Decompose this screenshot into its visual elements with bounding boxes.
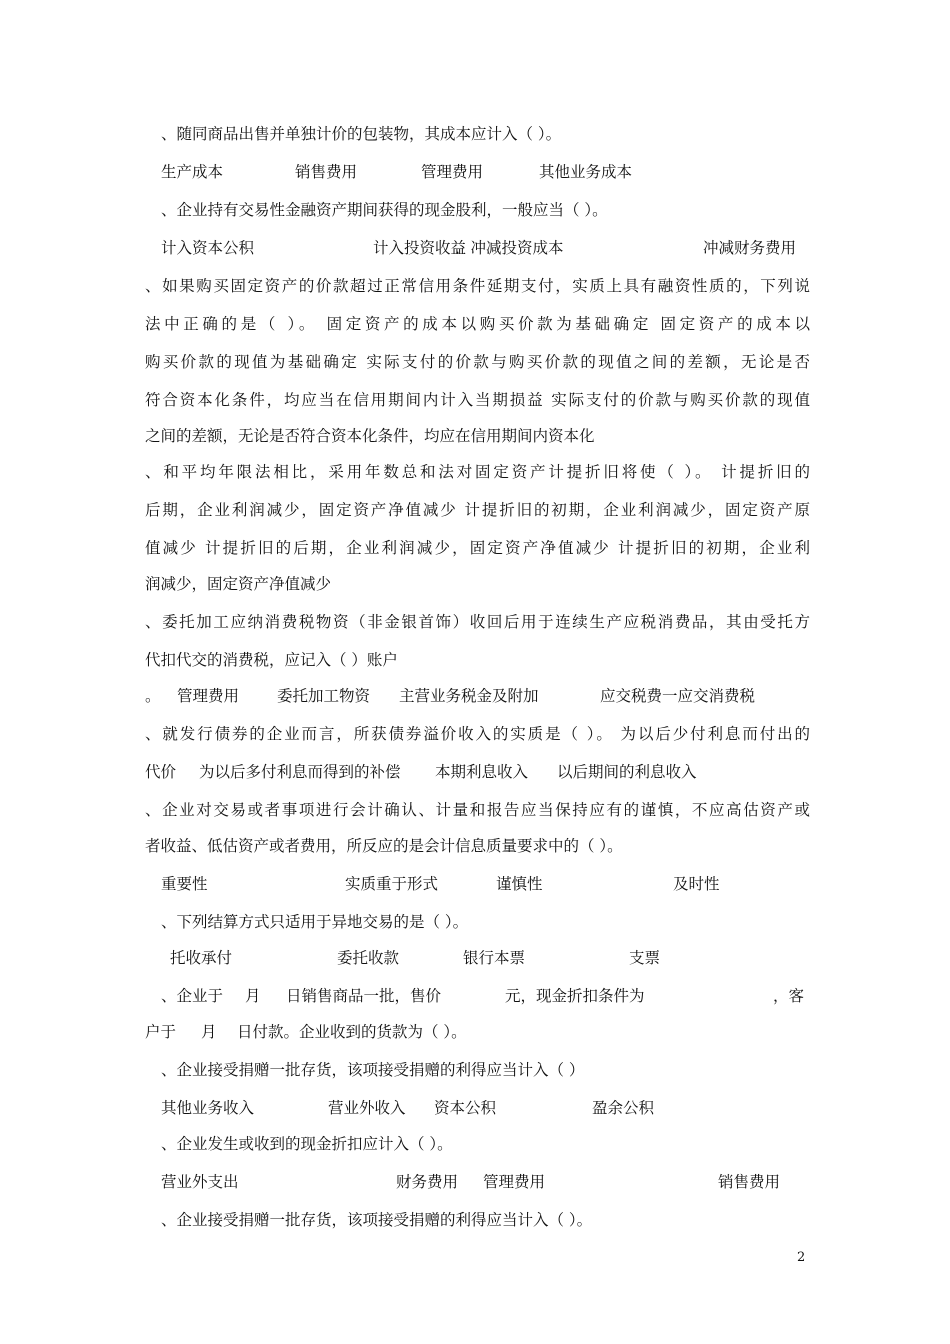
text-line: 、和平均年限法相比，采用年数总和法对固定资产计提折旧将使（ ）。 计提折旧的 <box>145 463 810 481</box>
text-segment: 代价 <box>145 763 177 781</box>
text-segment: ．冲减投资成本 <box>455 239 564 257</box>
text-segment: 实质重于形式 <box>345 875 439 893</box>
text-segment: 支票 <box>629 949 661 967</box>
text-segment: 、企业接受捐赠一批存货，该项接受捐赠的利得应当计入（ ）。 <box>161 1211 593 1229</box>
text-segment: 其他业务成本 <box>539 163 633 181</box>
text-segment: 。 <box>145 687 161 705</box>
text-segment: 财务费用 <box>396 1173 459 1191</box>
text-segment: 委托收款 <box>337 949 400 967</box>
text-segment: 托收承付 <box>170 949 233 967</box>
text-segment: 销售费用 <box>295 163 358 181</box>
text-line: 、委托加工应纳消费税物资（非金银首饰）收回后用于连续生产应税消费品，其由受托方 <box>145 613 810 631</box>
text-segment: 生产成本 <box>161 163 224 181</box>
text-segment: 资本公积 <box>434 1099 497 1117</box>
text-segment: 、下列结算方式只适用于异地交易的是（ ）。 <box>161 913 469 931</box>
text-segment: 营业外支出 <box>161 1173 239 1191</box>
text-segment: 、企业接受捐赠一批存货，该项接受捐赠的利得应当计入（ ） <box>161 1061 585 1079</box>
text-line: 、企业对交易或者事项进行会计确认、计量和报告应当保持应有的谨慎，不应高估资产或 <box>145 801 810 819</box>
text-line: 、如果购买固定资产的价款超过正常信用条件延期支付，实质上具有融资性质的，下列说 <box>145 277 810 295</box>
text-segment: ，客 <box>773 987 805 1005</box>
text-segment: 、企业持有交易性金融资产期间获得的现金股利，一般应当（ ）。 <box>161 201 608 219</box>
text-segment: 者收益、低估资产或者费用，所反应的是会计信息质量要求中的（ ）。 <box>145 837 623 855</box>
text-segment: 润减少，固定资产净值减少 <box>145 575 332 593</box>
text-segment: 及时性 <box>673 875 720 893</box>
text-segment: 以后期间的利息收入 <box>557 763 697 781</box>
text-segment: 计入资本公积 <box>161 239 255 257</box>
text-segment: 营业外收入 <box>328 1099 406 1117</box>
text-segment: 之间的差额，无论是否符合资本化条件，均应在信用期间内资本化 <box>145 427 595 445</box>
text-segment: 、企业于 <box>161 987 224 1005</box>
text-segment: 委托加工物资 <box>277 687 371 705</box>
text-segment: 户于 <box>145 1023 177 1041</box>
text-segment: 其他业务收入 <box>161 1099 255 1117</box>
text-segment: 盈余公积 <box>592 1099 655 1117</box>
text-segment: 应交税费一应交消费税 <box>600 687 756 705</box>
text-segment: 谨慎性 <box>496 875 543 893</box>
text-segment: 重要性 <box>161 875 208 893</box>
text-segment: 管理费用 <box>483 1173 546 1191</box>
text-segment: 、随同商品出售并单独计价的包装物，其成本应计入（ ）。 <box>161 125 562 143</box>
text-segment: 银行本票 <box>463 949 526 967</box>
text-line: 购买价款的现值为基础确定 实际支付的价款与购买价款的现值之间的差额，无论是否 <box>145 353 810 371</box>
text-segment: 日付款。企业收到的货款为（ ）。 <box>237 1023 467 1041</box>
text-segment: 本期利息收入 <box>435 763 529 781</box>
text-line: 后期，企业利润减少，固定资产净值减少 计提折旧的初期，企业利润减少，固定资产原 <box>145 501 810 519</box>
page-number: 2 <box>797 1250 806 1265</box>
text-line: 符合资本化条件，均应当在信用期间内计入当期损益 实际支付的价款与购买价款的现值 <box>145 391 810 409</box>
text-segment: 代扣代交的消费税，应记入（ ）账户 <box>145 651 398 669</box>
text-segment: 元，现金折扣条件为 <box>505 987 645 1005</box>
text-segment: 冲减财务费用 <box>703 239 797 257</box>
text-segment: 销售费用 <box>718 1173 781 1191</box>
text-segment: 日销售商品一批，售价 <box>286 987 442 1005</box>
text-segment: 、企业发生或收到的现金折扣应计入（ ）。 <box>161 1135 453 1153</box>
text-segment: 计入投资收益 <box>373 239 467 257</box>
text-line: 、就发行债券的企业而言，所获债券溢价收入的实质是（ ）。 为以后少付利息而付出的 <box>145 725 810 743</box>
text-segment: 月 <box>201 1023 217 1041</box>
text-line: 法中正确的是（ ）。 固定资产的成本以购买价款为基础确定 固定资产的成本以 <box>145 315 810 333</box>
text-segment: 月 <box>245 987 261 1005</box>
text-line: 值减少 计提折旧的后期，企业利润减少，固定资产净值减少 计提折旧的初期，企业利 <box>145 539 810 557</box>
text-segment: 为以后多付利息而得到的补偿 <box>199 763 401 781</box>
text-segment: 管理费用 <box>421 163 484 181</box>
text-segment: 管理费用 <box>177 687 240 705</box>
text-segment: 主营业务税金及附加 <box>399 687 539 705</box>
